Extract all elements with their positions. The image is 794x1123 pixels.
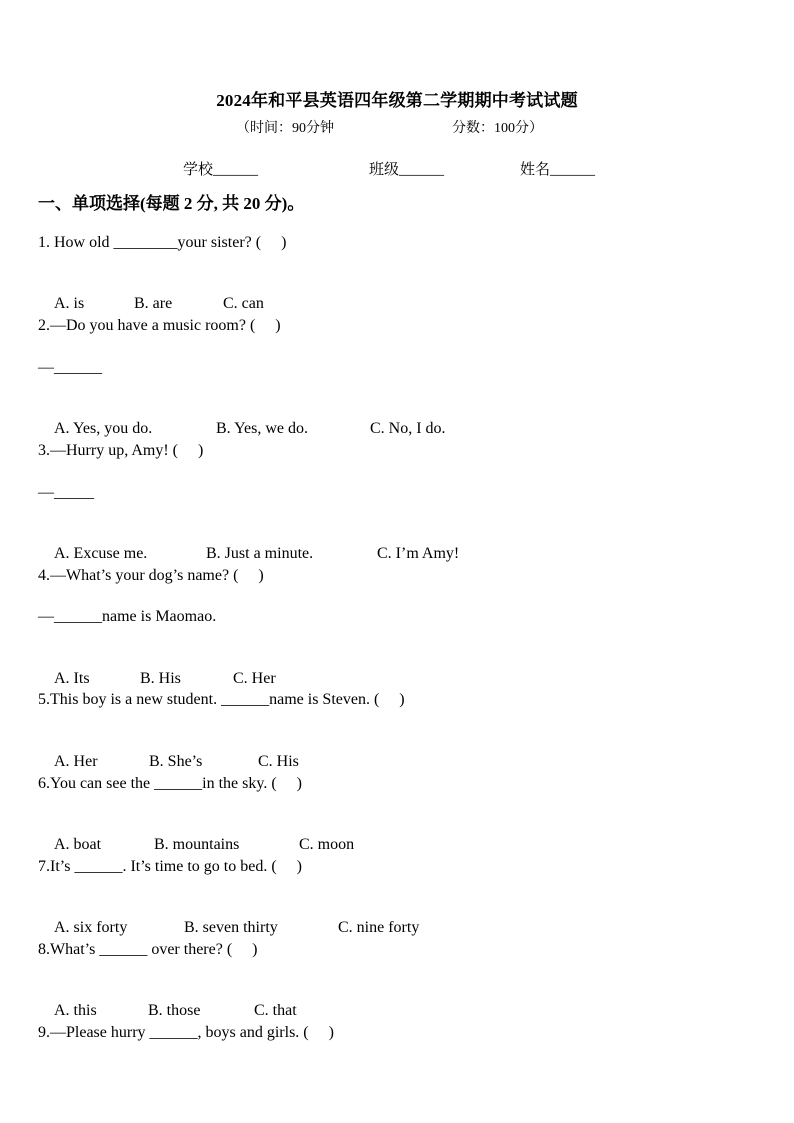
question-1-options	[38, 274, 264, 312]
option-b: B. those	[148, 1002, 201, 1019]
option-b: B. She’s	[149, 753, 203, 770]
exam-score: 分数：100分）	[452, 121, 543, 136]
question-2: 2.—Do you have a music room? ( )	[38, 317, 281, 334]
option-c: C. moon	[299, 836, 355, 853]
option-c: C. I’m Amy!	[377, 545, 460, 562]
option-b: B. Just a minute.	[206, 545, 314, 562]
option-a: A. Its	[54, 670, 90, 687]
option-c: C. nine forty	[338, 919, 420, 936]
question-9: 9.—Please hurry ______, boys and girls. ( )	[38, 1024, 334, 1041]
question-3-answer-line: —_____	[38, 484, 94, 501]
option-c: C. that	[254, 1002, 297, 1019]
question-5-options	[38, 732, 299, 770]
question-8: 8.What’s ______ over there? ( )	[38, 941, 258, 958]
section-heading: 一、单项选择(每题 2 分, 共 20 分)。	[38, 194, 305, 213]
option-b: B. Yes, we do.	[216, 420, 309, 437]
question-8-options	[38, 981, 297, 1019]
option-a: A. six forty	[54, 919, 128, 936]
option-c: C. Her	[233, 670, 276, 687]
question-3-options	[38, 524, 460, 562]
option-a: A. this	[54, 1002, 97, 1019]
school-field: 学校______	[183, 162, 259, 178]
question-3: 3.—Hurry up, Amy! ( )	[38, 442, 204, 459]
question-6: 6.You can see the ______in the sky. ( )	[38, 775, 302, 792]
question-2-options	[38, 399, 446, 437]
option-a: A. Her	[54, 753, 98, 770]
option-a: A. Yes, you do.	[54, 420, 153, 437]
option-c: C. His	[258, 753, 299, 770]
exam-time: （时间：90分钟	[236, 121, 334, 136]
option-b: B. are	[134, 295, 173, 312]
option-b: B. seven thirty	[184, 919, 278, 936]
question-1: 1. How old ________your sister? ( )	[38, 234, 287, 251]
question-7: 7.It’s ______. It’s time to go to bed. ( )	[38, 858, 302, 875]
question-5: 5.This boy is a new student. ______name is Steven. ( )	[38, 691, 405, 708]
question-4: 4.—What’s your dog’s name? ( )	[38, 567, 264, 584]
option-a: A. is	[54, 295, 85, 312]
class-field: 班级______	[369, 162, 445, 178]
option-c: C. can	[223, 295, 264, 312]
option-b: B. mountains	[154, 836, 240, 853]
question-7-options	[38, 898, 420, 936]
option-a: A. boat	[54, 836, 102, 853]
question-2-answer-line: —______	[38, 359, 102, 376]
page-title: 2024年和平县英语四年级第二学期期中考试试题	[216, 91, 578, 110]
question-4-answer-line: —______name is Maomao.	[38, 608, 217, 625]
option-c: C. No, I do.	[370, 420, 446, 437]
question-4-options	[38, 649, 276, 687]
question-6-options	[38, 815, 355, 853]
option-b: B. His	[140, 670, 181, 687]
option-a: A. Excuse me.	[54, 545, 148, 562]
name-field: 姓名______	[520, 162, 596, 178]
